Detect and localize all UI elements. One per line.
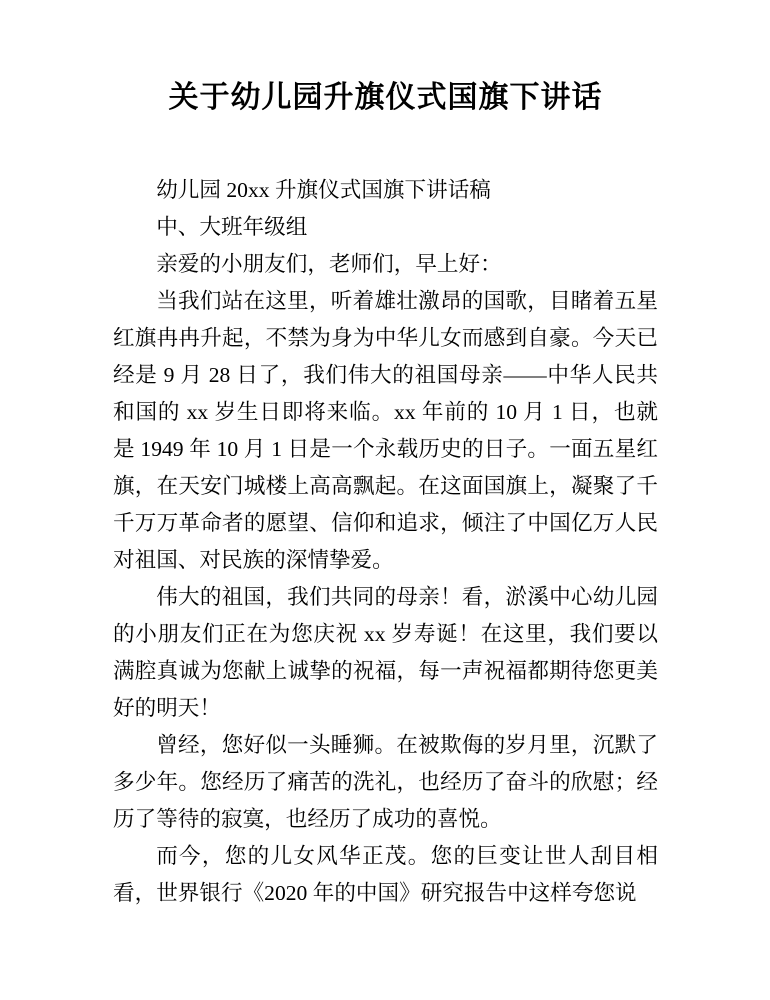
paragraph: 当我们站在这里，听着雄壮激昂的国歌，目睹着五星红旗冉冉升起，不禁为身为中华儿女而感到自豪。今天已经是 9 月 28 日了，我们伟大的祖国母亲——中华人民共和国的 xx 岁生日即将来临。xx 年前的 10 月 1 日，也就是 1949 年 10 月 1 日是一个永载历史的日子。一面五星红旗，在天安门城楼上高高飘起。在这面国旗上，凝聚了千千万万革命者的愿望、信仰和追求，倾注了中国亿万人民对祖国、对民族的深情挚爱。 xyxy=(113,289,658,572)
paragraph: 幼儿园 20xx 升旗仪式国旗下讲话稿 xyxy=(156,178,491,202)
paragraph: 亲爱的小朋友们，老师们，早上好： xyxy=(156,252,502,276)
paragraph: 中、大班年级组 xyxy=(156,215,308,239)
document-title: 关于幼儿园升旗仪式国旗下讲话 xyxy=(168,81,603,114)
paragraph: 而今，您的儿女风华正茂。您的巨变让世人刮目相看，世界银行《2020 年的中国》研究报告中这样夸您说 xyxy=(113,844,658,905)
paragraph: 曾经，您好似一头睡狮。在被欺侮的岁月里，沉默了多少年。您经历了痛苦的洗礼，也经历了奋斗的欣慰；经历了等待的寂寞，也经历了成功的喜悦。 xyxy=(113,733,658,831)
document-body xyxy=(113,172,658,912)
paragraph: 伟大的祖国，我们共同的母亲！看，淤溪中心幼儿园的小朋友们正在为您庆祝 xx 岁寿诞！在这里，我们要以满腔真诚为您献上诚挚的祝福，每一声祝福都期待您更美好的明天！ xyxy=(113,585,658,720)
